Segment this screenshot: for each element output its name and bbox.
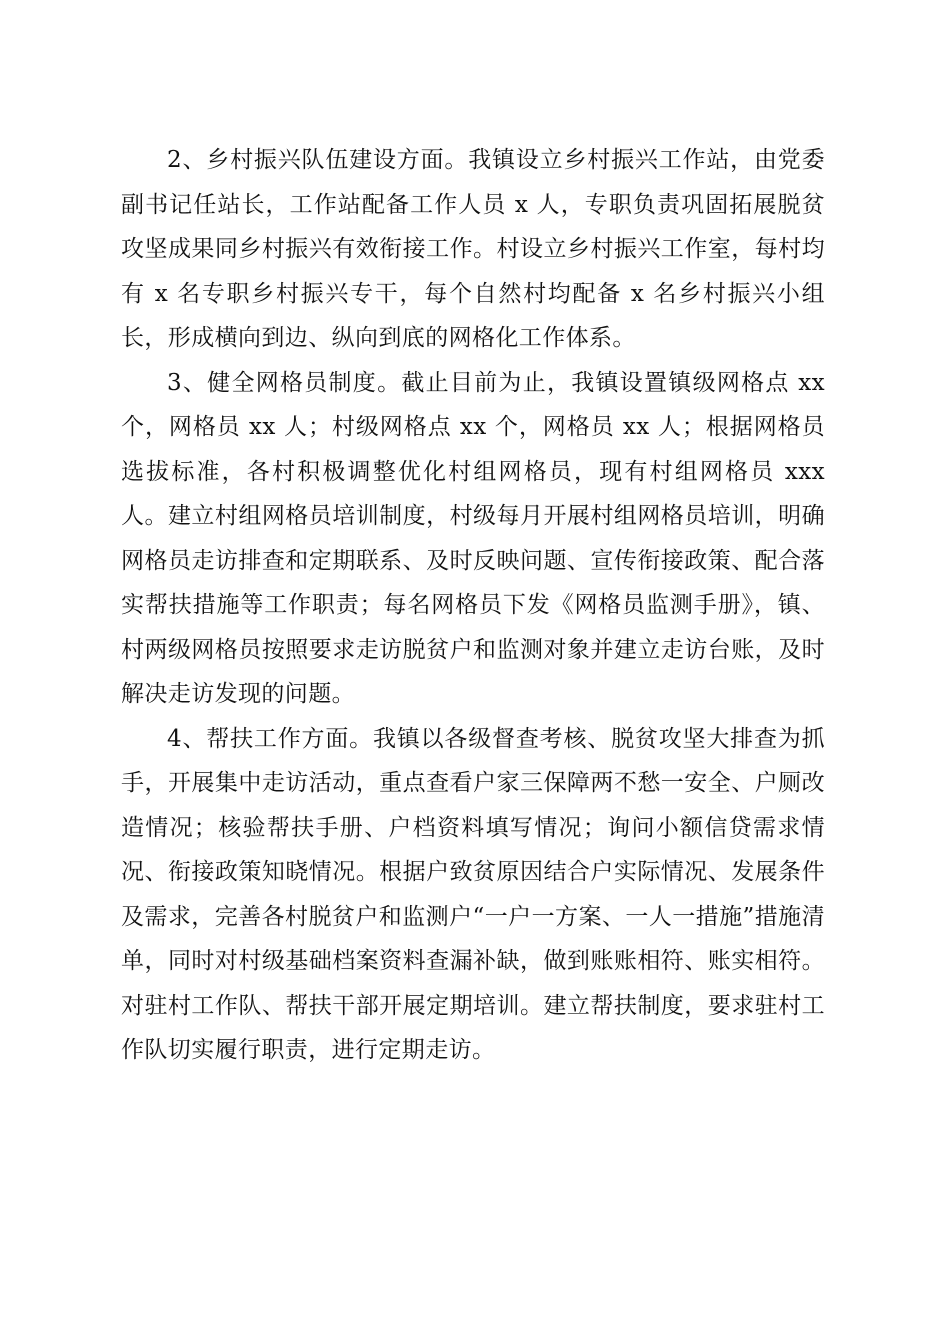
paragraph-grid-system: 3、健全网格员制度。截止目前为止，我镇设置镇级网格点 xx 个，网格员 xx 人；村级网格点 xx 个，网格员 xx 人；根据网格员选拔标准，各村积极调整优化村组网格员，现有村组网格员 xxx 人。建立村组网格员培训制度，村级每月开展村组网格员培训，明确网格员走访排查和定期联系、及时反映问题、宣传衔接政策、配合落实帮扶措施等工作职责；每名网格员下发《网格员监测手册》，镇、村两级网格员按照要求走访脱贫户和监测对象并建立走访台账，及时解决走访发现的问题。 <box>121 369 825 707</box>
paragraph-assistance-work: 4、帮扶工作方面。我镇以各级督查考核、脱贫攻坚大排查为抓手，开展集中走访活动，重点查看户家三保障两不愁一安全、户厕改造情况；核验帮扶手册、户档资料填写情况；询问小额信贷需求情况、衔接政策知晓情况。根据户致贫原因结合户实际情况、发展条件及需求，完善各村脱贫户和监测户“一户一方案、一人一措施”措施清单，同时对村级基础档案资料查漏补缺，做到账账相符、账实相符。对驻村工作队、帮扶干部开展定期培训。建立帮扶制度，要求驻村工作队切实履行职责，进行定期走访。 <box>121 725 825 1063</box>
paragraph-team-building: 2、乡村振兴队伍建设方面。我镇设立乡村振兴工作站，由党委副书记任站长，工作站配备工作人员 x 人，专职负责巩固拓展脱贫攻坚成果同乡村振兴有效衔接工作。村设立乡村振兴工作室，每村均有 x 名专职乡村振兴专干，每个自然村均配备 x 名乡村振兴小组长，形成横向到边、纵向到底的网格化工作体系。 <box>121 147 825 351</box>
document-body <box>121 138 825 1073</box>
